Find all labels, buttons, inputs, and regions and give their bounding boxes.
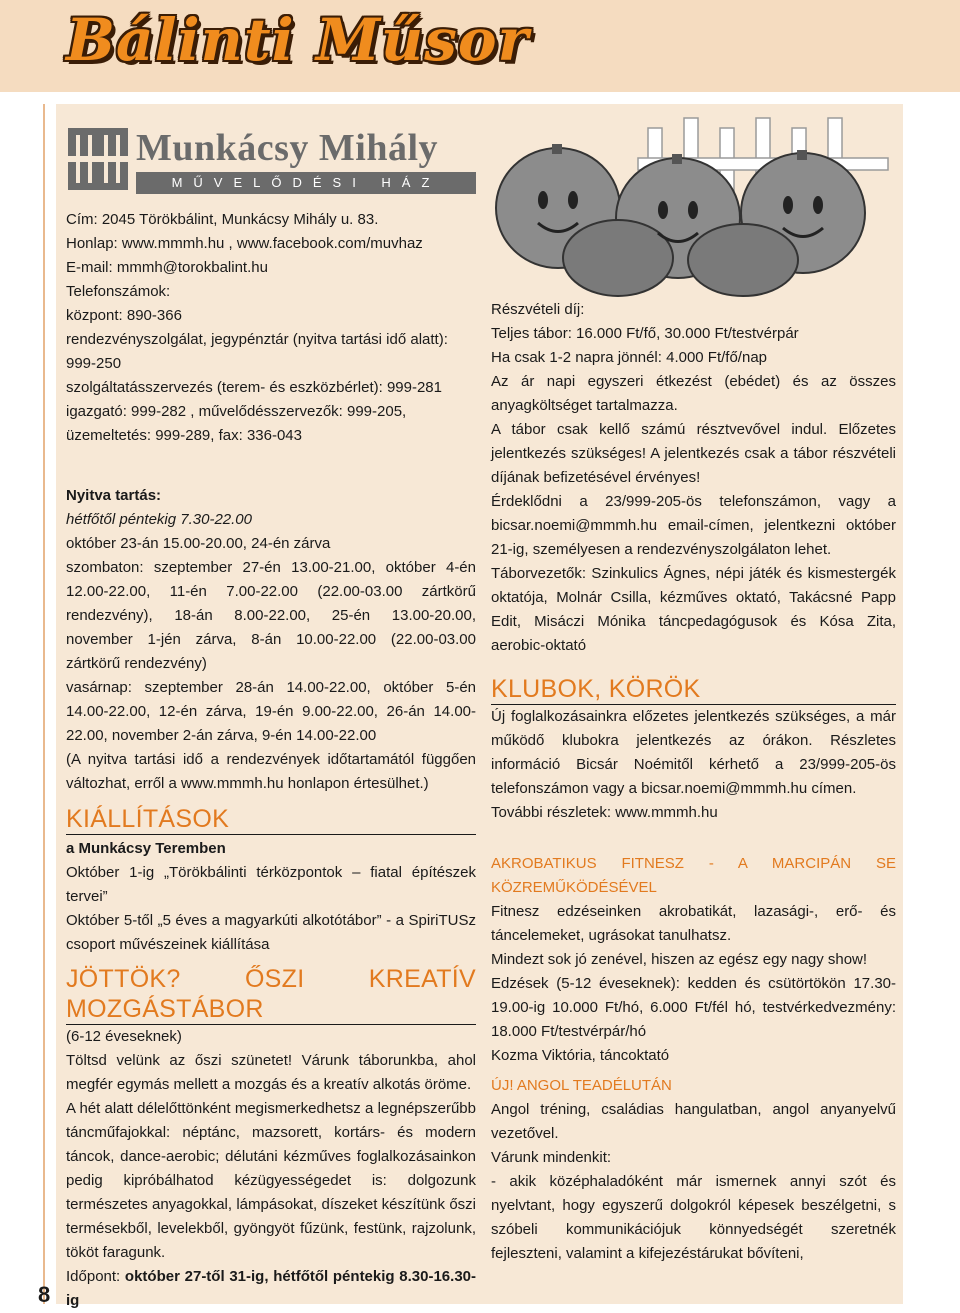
fitness-section — [491, 852, 896, 1068]
fees-contact: Érdeklődni a 23/999-205-ös telefonszámon, vagy a bicsar.noemi@mmmh.hu email-címen, jelentkezni október 21-ig, személyesen a rendezvényszolgálaton lehet. — [491, 493, 896, 558]
contact-services: szolgáltatásszervezés (terem- és eszközbérlet): 999-281 — [66, 379, 442, 396]
exhibitions-rule — [66, 834, 476, 835]
fitness-title: AKROBATIKUS FITNESZ - A MARCIPÁN SE KÖZREMŰKÖDÉSÉVEL — [491, 855, 896, 896]
mm-logo-icon — [66, 124, 130, 192]
contact-events: rendezvényszolgálat, jegypénztár (nyitva tartási idő alatt): — [66, 331, 448, 348]
english-title: ÚJ! ANGOL TEADÉLUTÁN — [491, 1077, 672, 1094]
exhibition-item: Október 1-ig „Törökbálinti térközpontok – fiatal építészek tervei” — [66, 864, 476, 905]
fitness-show: Mindezt sok jó zenével, hiszen az egész egy nagy show! — [491, 951, 868, 968]
munkacsy-logo — [66, 124, 476, 198]
opening-sunday: vasárnap: szeptember 28-án 14.00-22.00, október 5-én 14.00-22.00, 12-én zárva, 19-én 9.00-22.00, 26-án 14.00-22.00, november 2-án zárva, 9-én 14.00-22.00 — [66, 679, 476, 744]
opening-hours — [66, 484, 476, 796]
logo-subtitle: MŰVELŐDÉSI HÁZ — [136, 172, 476, 194]
pumpkin-illustration — [488, 108, 898, 298]
logo-name: Munkácsy Mihály — [136, 127, 439, 169]
fees-label: Részvételi díj: — [491, 301, 585, 318]
fitness-desc: Fitnesz edzéseinken akrobatikát, lazasági-, erő- és táncelemeket, ugrásokat tanulhatsz. — [491, 903, 896, 944]
opening-title: Nyitva tartás: — [66, 487, 162, 504]
camp-intro: Töltsd velünk az őszi szünetet! Várunk táborunkba, ahol megfér egymás mellett a mozgás és a kreatív alkotás öröme. — [66, 1052, 476, 1093]
english-target: - akik középhaladóként már ismernek annyi szót és nyelvtant, hogy egyszerű dolgokról képesek beszélgetni, s szóbeli kommunikációjuk könnyedségét szeretnék fejleszteni, valamint a kifejezéstárukat bővíteni, — [491, 1173, 896, 1262]
contact-operations: üzemeltetés: 999-289, fax: 336-043 — [66, 427, 302, 444]
camp-title-rest: ŐSZI KREATÍV MOZGÁSTÁBOR — [66, 965, 477, 1023]
fees-registration: A tábor csak kellő számú résztvevővel indul. Előzetes jelentkezés szükséges! A jelentkezés csak a tábor részvételi díjának befizetésével érvényes! — [491, 421, 896, 486]
header-band — [0, 0, 960, 92]
fitness-trainer: Kozma Viktória, táncoktató — [491, 1047, 670, 1064]
contact-director: igazgató: 999-282 , művelődésszervezők: 999-205, — [66, 403, 407, 420]
sidebar-divider — [43, 104, 45, 1304]
camp-program: A hét alatt délelőttönként megismerkedhetsz a legnépszerűbb táncműfajokkal: néptánc, mazsorett, kortárs- és modern táncok, dance-aerobic; délutáni kézműves foglalkozásainkon pedig kipróbálhatod kézügyességedet is: dolgozunk természetes anyagokkal, lámpásokat, díszeket készítünk őszi termésekből, levelekből, gyöngyöt fűzünk, festünk, rajzolunk, tököt faragunk. — [66, 1100, 476, 1261]
fees-includes: Az ár napi egyszeri étkezést (ebédet) és az összes anyagköltséget tartalmazza. — [491, 373, 896, 414]
contact-phones-label: Telefonszámok: — [66, 283, 171, 300]
camp-age: (6-12 éveseknek) — [66, 1028, 182, 1045]
camp-date-value: október 27-től 31-ig, hétfőtől péntekig 8.30-16.30-ig — [66, 1268, 476, 1309]
opening-saturday: szombaton: szeptember 27-én 13.00-21.00, október 4-én 12.00-22.00, 11-én 7.00-22.00 (22.00-03.00 zártkörű rendezvény), 18-án 8.00-22.00, 25-én 13.00-20.00, november 1-jén zárva, 8-án 10.00-22.00 (22.00-03.00 zártkörű rendezvény) — [66, 559, 476, 672]
camp-date — [66, 1265, 476, 1313]
camp-title — [66, 964, 476, 1024]
fees-full: Teljes tábor: 16.000 Ft/fő, 30.000 Ft/testvérpár — [491, 325, 799, 342]
contact-block — [66, 208, 476, 448]
camp-section — [66, 964, 476, 1313]
exhibitions-venue: a Munkácsy Teremben — [66, 840, 226, 857]
contact-address: Cím: 2045 Törökbálint, Munkácsy Mihály u. 83. — [66, 211, 379, 228]
opening-oct23: október 23-án 15.00-20.00, 24-én zárva — [66, 535, 331, 552]
fitness-schedule: Edzések (5-12 éveseknek): kedden és csütörtökön 17.30-19.00-ig 10.000 Ft/hó, 6.000 Ft/fél hó, testvérkedvezmény: 18.000 Ft/testvérpár/hó — [491, 975, 896, 1040]
english-desc: Angol tréning, családias hangulatban, angol anyanyelvű vezetővel. — [491, 1101, 896, 1142]
contact-central: központ: 890-366 — [66, 307, 182, 324]
opening-note: (A nyitva tartási idő a rendezvények időtartamától függően változhat, erről a www.mmmh.hu honlapon értesülhet.) — [66, 751, 476, 792]
contact-website: Honlap: www.mmmh.hu , www.facebook.com/muvhaz — [66, 235, 423, 252]
clubs-info: Új foglalkozásainkra előzetes jelentkezés szükséges, a már működő klubokra jelentkezés az órákon. Részletes információ Bicsár Noémitől kérhető a 23/999-205-ös telefonszámon vagy a bicsar.noemi@mmmh.hu címen. — [491, 708, 896, 797]
english-section — [491, 1074, 896, 1266]
contact-email: E-mail: mmmh@torokbalint.hu — [66, 259, 268, 276]
opening-weekdays: hétfőtől péntekig 7.30-22.00 — [66, 511, 252, 528]
clubs-section — [491, 674, 896, 825]
fees-daily: Ha csak 1-2 napra jönnél: 4.000 Ft/fő/nap — [491, 349, 768, 366]
clubs-more: További részletek: www.mmmh.hu — [491, 804, 718, 821]
clubs-title: KLUBOK, KÖRÖK — [491, 675, 701, 703]
exhibitions-section — [66, 804, 476, 957]
camp-title-prefix: JÖTTÖK? — [66, 965, 245, 993]
exhibition-item: Október 5-től „5 éves a magyarkúti alkotótábor” - a SpiriTUSz csoport művészeinek kiállítása — [66, 912, 476, 953]
page-title: Bálinti Műsor — [66, 6, 530, 74]
contact-events-number: 999-250 — [66, 355, 122, 372]
english-welcome: Várunk mindenkit: — [491, 1149, 612, 1166]
fees-block — [491, 298, 896, 658]
page-number: 8 — [38, 1282, 51, 1307]
exhibitions-title: KIÁLLÍTÁSOK — [66, 805, 230, 833]
fees-leaders: Táborvezetők: Szinkulics Ágnes, népi játék és kismestergék oktatója, Molnár Csilla, kézműves oktató, Takácsné Papp Edit, Misáczi Mónika táncpedagógusok és Kósa Zita, aerobic-oktató — [491, 565, 896, 654]
camp-date-label: Időpont: — [66, 1268, 125, 1285]
